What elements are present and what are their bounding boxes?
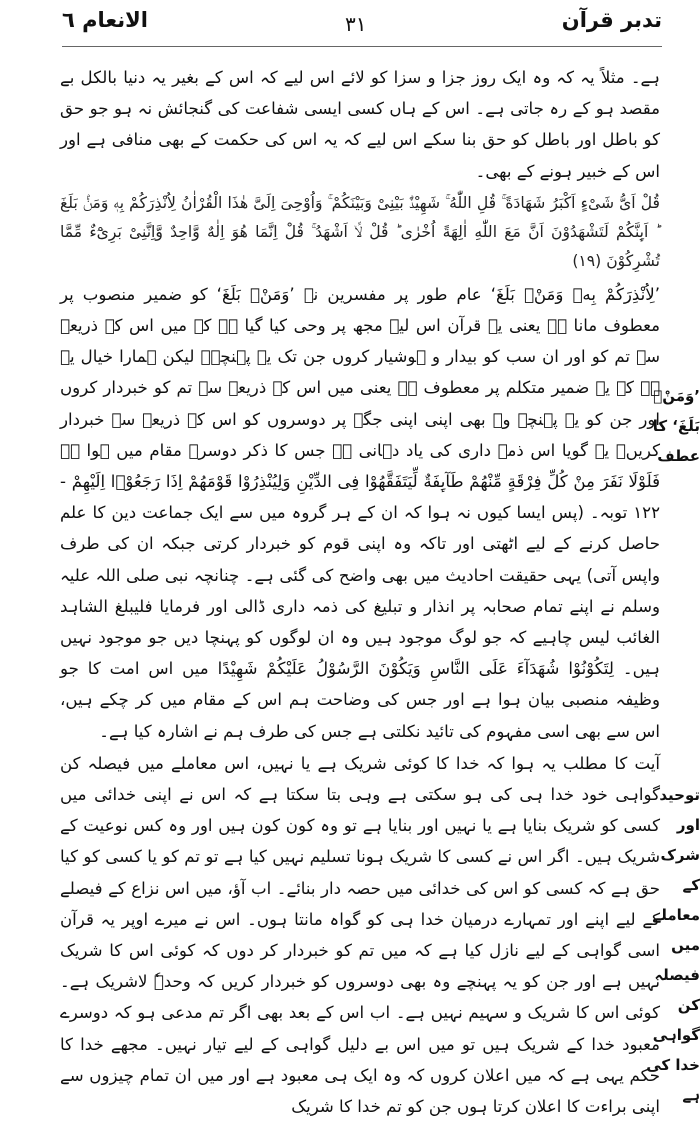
paragraph-commentary: ’لِاُنْذِرَكُمْ بِهٖ وَمَنْۢ بَلَغَ‘ عام طور پر مفسرین نے ’وَمَنْۢ بَلَغَ‘ کو ضمیر منصوب پر معطوف مانا ہے یعنی یہ قرآن اس لیے مجھ پر وحی کیا گیا ہے کہ میں اس کے ذریعے سے تم کو اور ان سب کو بیدار و ہوشیار کروں جن تک یہ پہنچے۔ لیکن ہمارا خیال یہ ہے کہ یہ ضمیر متکلم پر معطوف ہے یعنی میں اس کے ذریعے سے تم کو خبردار کروں اور جن کو یہ پہنچے وہ بھی اپنی اپنی جگہ پر دوسروں کو اس کے ذریعے سے خبردار کریں۔ یہ گویا اس ذمہ داری کی یاد دہانی ہے جس کا ذکر دوسرے مقام میں ہوا ہے فَلَوْلَا نَفَرَ مِنْ كُلِّ فِرْقَةٍ مِّنْهُمْ طَآىِٕفَةٌ لِّیَتَفَقَّهُوْا فِی الدِّیْنِ وَلِیُنْذِرُوْا قَوْمَهُمْ اِذَا رَجَعُوْۤا اِلَیْهِمْ - ۱۲۲ توبہ۔ (پس ایسا کیوں نہ ہوا کہ ان کے ہر گروہ میں سے ایک جماعت دین کا علم حاصل کرنے کے لیے اٹھتی اور تاکہ وہ اپنی قوم کو خبردار کرتی جبکہ ان کی طرف واپس آتی) یہی حقیقت احادیث میں بھی واضح کی گئی ہے۔ چنانچہ نبی صلی اللہ علیہ وسلم نے اپنے تمام صحابہ پر انذار و تبلیغ کی ذمہ داری ڈالی اور فرمایا فلیبلغ الشاہد الغائب لیس چاہیے کہ جو لوگ موجود ہیں وہ ان لوگوں کو پہنچا دیں جو موجود نہیں ہیں۔ لِتَكُوْنُوْا شُهَدَآءَ عَلَی النَّاسِ وَیَكُوْنَ الرَّسُوْلُ عَلَیْكُمْ شَهِیْدًا میں اس امت کا جو وظیفہ منصبی بیان ہوا ہے اور جس کی وضاحت ہم اس کے مقام میں کر چکے ہیں، اس سے بھی اسی مفہوم کی تائید نکلتی ہے جس کی طرف ہم نے اشارہ کیا ہے۔ [60, 284, 660, 741]
book-title: تدبر قرآن [561, 8, 662, 32]
page-header [62, 2, 662, 46]
paragraph-intro: ہے۔ مثلاً یہ کہ وہ ایک روز جزا و سزا کو لائے اس لیے کہ اس کے بغیر یہ دنیا بالکل بے مقصد ہو کے رہ جاتی ہے۔ اس کے ہاں کسی ایسی شفاعت کی گنجائش نہ ہو جو حق کو باطل اور باطل کو حق بنا سکے اس لیے کہ یہ اس کی حکمت کے بھی منافی ہے اور اس کے خبیر ہونے کے بھی۔ [60, 68, 660, 181]
surah-name: الانعام ٦ [62, 8, 148, 32]
margin-note-atf: ’وَمَنْۢ بَلَغَ‘ کا عطف [652, 387, 700, 465]
margin-note-tawhid: توحید اور شرک کے معاملے میں فیصلہ کن گواہی خدا کی ہے [646, 786, 700, 1104]
paragraph-explanation: آیت کا مطلب یہ ہوا کہ خدا کا کوئی شریک ہے یا نہیں، اس معاملے میں فیصلہ کن گواہی خود خدا ہی کی ہو سکتی ہے وہی بتا سکتا ہے کہ اس نے اپنی خدائی میں کسی کو شریک بنایا ہے یا نہیں اور بنایا ہے تو وہ کون کون ہیں اور وہ کس نوعیت کے شریک ہیں۔ اگر اس نے کسی کا شریک ہونا تسلیم نہیں کیا ہے تو تم کو یا کسی کو کیا حق ہے کہ کسی کو اس کی خدائی میں حصہ دار بنائے۔ اب آؤ، میں اس نزاع کے فیصلے کے لیے اپنے اور تمہارے درمیان خدا ہی کو گواہ مانتا ہوں۔ اس نے میرے اوپر یہ قرآن اسی گواہی کے لیے نازل کیا ہے کہ میں تم کو خبردار کر دوں کہ کوئی اس کا شریک نہیں ہے اور جن کو یہ پہنچے وہ بھی دوسروں کو خبردار کریں کہ وحدہٗ لاشریک ہے۔ کوئی اس کا شریک و سہیم نہیں ہے۔ اب اس کے بعد بھی اگر تم مدعی ہو کہ دوسرے معبود خدا کے شریک ہیں تو میں اس بے دلیل گواہی کے لیے تیار نہیں۔ مجھے خدا کا حکم یہی ہے کہ میں اعلان کروں کہ وہ ایک ہی معبود ہے اور میں ان تمام چیزوں سے اپنی براءت کا اعلان کرتا ہوں جن کو تم خدا کا شریک [60, 753, 660, 1117]
header-divider [62, 46, 662, 47]
quran-verse: قُلْ اَیُّ شَیْءٍ اَكْبَرُ شَهَادَةً ۚ قُلِ اللّٰهُ ۚ شَهِیْدٌۢ بَیْنِیْ وَبَیْنَكُمْ ۚ وَاُوْحِیَ اِلَیَّ هٰذَا الْقُرْاٰنُ لِاُنْذِرَكُمْ بِهٖ وَمَنْۢ بَلَغَ ؕ اَىِٕنَّكُمْ لَتَشْهَدُوْنَ اَنَّ مَعَ اللّٰهِ اٰلِهَةً اُخْرٰی ؕ قُلْ لَّاۤ اَشْهَدُ ۚ قُلْ اِنَّمَا هُوَ اِلٰهٌ وَّاحِدٌ وَّاِنَّنِیْ بَرِیْٓءٌ مِّمَّا تُشْرِكُوْنَ (۱۹) [60, 193, 660, 270]
main-text-column [60, 62, 660, 1122]
page-number: ٣١ [345, 12, 367, 36]
